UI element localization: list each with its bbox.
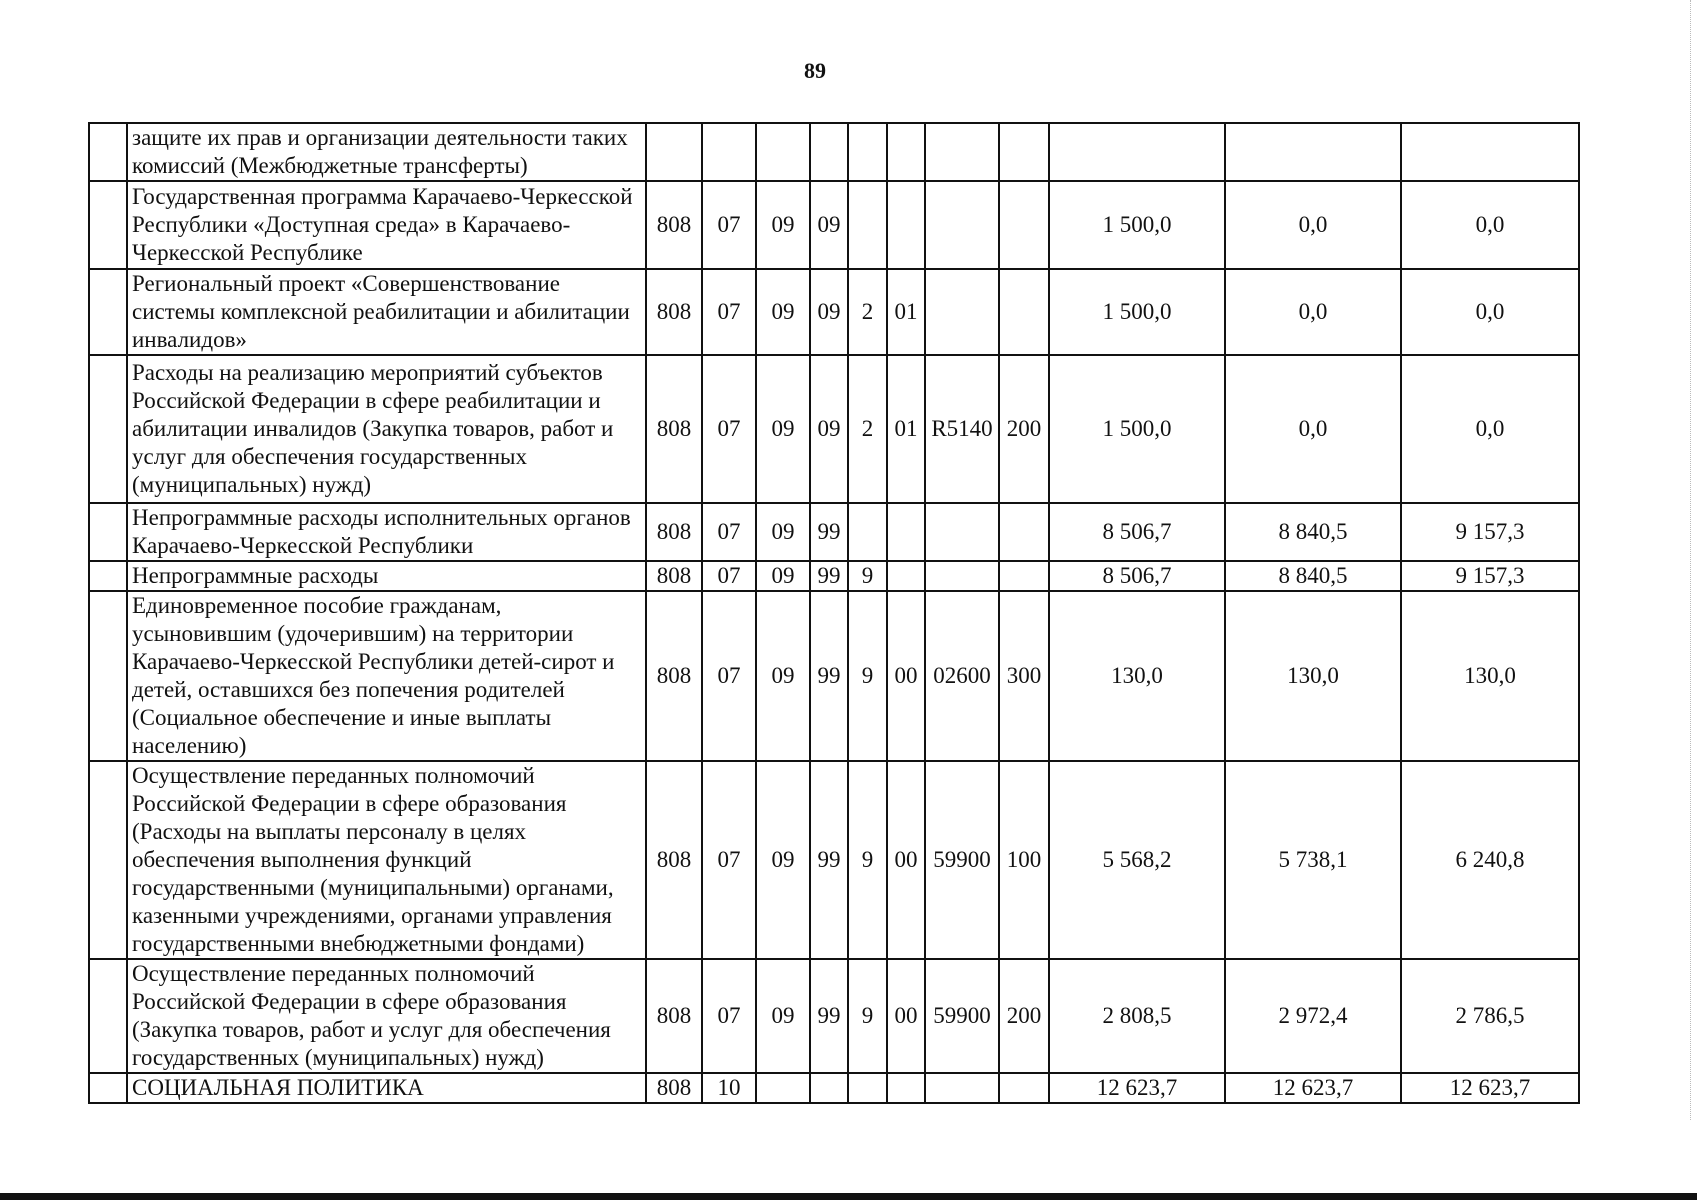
code-subsection-cell xyxy=(756,1073,810,1103)
amount-year2-cell: 5 738,1 xyxy=(1225,761,1401,959)
code-expense-type-cell: 200 xyxy=(999,959,1049,1073)
code-direction-cell: R5140 xyxy=(925,355,999,503)
code-subsection-cell: 09 xyxy=(756,503,810,561)
code-direction-cell xyxy=(925,269,999,355)
description-cell: Единовременное пособие гражданам, усыновившим (удочерившим) на территории Карачаево-Черкесской Республики детей-сирот и детей, оставшихся без попечения родителей (Социальное обеспечение и иные выплаты населению) xyxy=(127,591,646,761)
amount-year1-cell: 1 500,0 xyxy=(1049,181,1225,269)
amount-year1-cell: 1 500,0 xyxy=(1049,355,1225,503)
code-expense-type-cell xyxy=(999,1073,1049,1103)
code-subprogram-cell: 9 xyxy=(848,561,887,591)
amount-year2-cell: 12 623,7 xyxy=(1225,1073,1401,1103)
code-direction-cell xyxy=(925,123,999,181)
code-section-cell: 07 xyxy=(702,355,756,503)
description-cell: Осуществление переданных полномочий Российской Федерации в сфере образования (Расходы на выплаты персоналу в целях обеспечения выполнения функций государственными (муниципальными) органами, казенными учреждениями, органами управления государственными внебюджетными фондами) xyxy=(127,761,646,959)
amount-year3-cell: 130,0 xyxy=(1401,591,1579,761)
amount-year2-cell: 0,0 xyxy=(1225,269,1401,355)
code-ved-cell xyxy=(646,123,702,181)
code-subsection-cell: 09 xyxy=(756,761,810,959)
description-cell: СОЦИАЛЬНАЯ ПОЛИТИКА xyxy=(127,1073,646,1103)
amount-year1-cell: 2 808,5 xyxy=(1049,959,1225,1073)
code-ved-cell: 808 xyxy=(646,959,702,1073)
code-event-cell: 00 xyxy=(887,959,925,1073)
row-number-cell xyxy=(89,355,127,503)
amount-year3-cell: 2 786,5 xyxy=(1401,959,1579,1073)
amount-year2-cell: 8 840,5 xyxy=(1225,503,1401,561)
code-expense-type-cell: 200 xyxy=(999,355,1049,503)
amount-year2-cell xyxy=(1225,123,1401,181)
code-expense-type-cell: 300 xyxy=(999,591,1049,761)
code-section-cell: 10 xyxy=(702,1073,756,1103)
table-row xyxy=(89,761,1579,959)
code-expense-type-cell: 100 xyxy=(999,761,1049,959)
code-event-cell xyxy=(887,181,925,269)
code-subprogram-cell xyxy=(848,503,887,561)
code-ved-cell: 808 xyxy=(646,761,702,959)
code-expense-type-cell xyxy=(999,123,1049,181)
code-subprogram-cell: 9 xyxy=(848,591,887,761)
code-ved-cell: 808 xyxy=(646,355,702,503)
code-section-cell: 07 xyxy=(702,269,756,355)
amount-year3-cell xyxy=(1401,123,1579,181)
code-program-cell xyxy=(810,1073,848,1103)
table-row xyxy=(89,959,1579,1073)
code-subsection-cell: 09 xyxy=(756,355,810,503)
row-number-cell xyxy=(89,591,127,761)
table-row xyxy=(89,1073,1579,1103)
code-program-cell: 99 xyxy=(810,503,848,561)
table-row xyxy=(89,123,1579,181)
code-section-cell: 07 xyxy=(702,561,756,591)
code-ved-cell: 808 xyxy=(646,269,702,355)
code-ved-cell: 808 xyxy=(646,503,702,561)
code-subprogram-cell: 9 xyxy=(848,959,887,1073)
code-section-cell: 07 xyxy=(702,591,756,761)
table-row xyxy=(89,561,1579,591)
description-cell: защите их прав и организации деятельности таких комиссий (Межбюджетные трансферты) xyxy=(127,123,646,181)
amount-year1-cell: 12 623,7 xyxy=(1049,1073,1225,1103)
scan-bottom-border xyxy=(0,1193,1697,1200)
table-row xyxy=(89,181,1579,269)
code-event-cell xyxy=(887,503,925,561)
code-subsection-cell: 09 xyxy=(756,959,810,1073)
code-section-cell: 07 xyxy=(702,503,756,561)
description-cell: Расходы на реализацию мероприятий субъектов Российской Федерации в сфере реабилитации и абилитации инвалидов (Закупка товаров, работ и услуг для обеспечения государственных (муниципальных) нужд) xyxy=(127,355,646,503)
table-row xyxy=(89,591,1579,761)
code-event-cell: 01 xyxy=(887,269,925,355)
code-event-cell: 00 xyxy=(887,761,925,959)
code-subprogram-cell: 9 xyxy=(848,761,887,959)
scan-edge-line xyxy=(1690,0,1691,1120)
code-direction-cell: 59900 xyxy=(925,959,999,1073)
code-subprogram-cell xyxy=(848,181,887,269)
code-program-cell xyxy=(810,123,848,181)
code-subsection-cell xyxy=(756,123,810,181)
code-ved-cell: 808 xyxy=(646,181,702,269)
code-subsection-cell: 09 xyxy=(756,181,810,269)
code-event-cell xyxy=(887,123,925,181)
code-event-cell: 00 xyxy=(887,591,925,761)
amount-year3-cell: 12 623,7 xyxy=(1401,1073,1579,1103)
code-direction-cell: 59900 xyxy=(925,761,999,959)
row-number-cell xyxy=(89,503,127,561)
amount-year3-cell: 9 157,3 xyxy=(1401,561,1579,591)
page-number: 89 xyxy=(804,58,826,83)
table-row xyxy=(89,269,1579,355)
row-number-cell xyxy=(89,269,127,355)
row-number-cell xyxy=(89,123,127,181)
amount-year1-cell: 5 568,2 xyxy=(1049,761,1225,959)
amount-year1-cell xyxy=(1049,123,1225,181)
code-expense-type-cell xyxy=(999,561,1049,591)
code-subprogram-cell: 2 xyxy=(848,269,887,355)
code-subprogram-cell xyxy=(848,123,887,181)
code-direction-cell xyxy=(925,1073,999,1103)
amount-year2-cell: 0,0 xyxy=(1225,181,1401,269)
code-subsection-cell: 09 xyxy=(756,591,810,761)
amount-year3-cell: 0,0 xyxy=(1401,269,1579,355)
code-program-cell: 99 xyxy=(810,959,848,1073)
amount-year2-cell: 0,0 xyxy=(1225,355,1401,503)
description-cell: Непрограммные расходы исполнительных органов Карачаево-Черкесской Республики xyxy=(127,503,646,561)
code-direction-cell: 02600 xyxy=(925,591,999,761)
row-number-cell xyxy=(89,181,127,269)
code-program-cell: 99 xyxy=(810,761,848,959)
code-event-cell xyxy=(887,561,925,591)
table-row xyxy=(89,503,1579,561)
row-number-cell xyxy=(89,561,127,591)
code-expense-type-cell xyxy=(999,181,1049,269)
amount-year2-cell: 2 972,4 xyxy=(1225,959,1401,1073)
code-program-cell: 99 xyxy=(810,561,848,591)
code-expense-type-cell xyxy=(999,269,1049,355)
amount-year3-cell: 9 157,3 xyxy=(1401,503,1579,561)
code-subprogram-cell xyxy=(848,1073,887,1103)
code-section-cell: 07 xyxy=(702,181,756,269)
description-cell: Осуществление переданных полномочий Российской Федерации в сфере образования (Закупка товаров, работ и услуг для обеспечения государственных (муниципальных) нужд) xyxy=(127,959,646,1073)
row-number-cell xyxy=(89,761,127,959)
amount-year1-cell: 8 506,7 xyxy=(1049,503,1225,561)
amount-year3-cell: 0,0 xyxy=(1401,355,1579,503)
table-row xyxy=(89,355,1579,503)
description-cell: Непрограммные расходы xyxy=(127,561,646,591)
table-body xyxy=(89,123,1579,1103)
description-cell: Государственная программа Карачаево-Черкесской Республики «Доступная среда» в Карачаево-Черкесской Республике xyxy=(127,181,646,269)
code-event-cell: 01 xyxy=(887,355,925,503)
code-program-cell: 09 xyxy=(810,269,848,355)
code-direction-cell xyxy=(925,561,999,591)
code-ved-cell: 808 xyxy=(646,561,702,591)
code-direction-cell xyxy=(925,503,999,561)
amount-year1-cell: 130,0 xyxy=(1049,591,1225,761)
amount-year3-cell: 0,0 xyxy=(1401,181,1579,269)
code-expense-type-cell xyxy=(999,503,1049,561)
amount-year1-cell: 8 506,7 xyxy=(1049,561,1225,591)
code-direction-cell xyxy=(925,181,999,269)
amount-year3-cell: 6 240,8 xyxy=(1401,761,1579,959)
row-number-cell xyxy=(89,1073,127,1103)
code-event-cell xyxy=(887,1073,925,1103)
code-subsection-cell: 09 xyxy=(756,561,810,591)
budget-table xyxy=(88,122,1580,1104)
code-section-cell xyxy=(702,123,756,181)
row-number-cell xyxy=(89,959,127,1073)
amount-year2-cell: 8 840,5 xyxy=(1225,561,1401,591)
code-subsection-cell: 09 xyxy=(756,269,810,355)
amount-year2-cell: 130,0 xyxy=(1225,591,1401,761)
description-cell: Региональный проект «Совершенствование системы комплексной реабилитации и абилитации инвалидов» xyxy=(127,269,646,355)
code-program-cell: 09 xyxy=(810,181,848,269)
code-program-cell: 09 xyxy=(810,355,848,503)
code-ved-cell: 808 xyxy=(646,1073,702,1103)
code-subprogram-cell: 2 xyxy=(848,355,887,503)
code-section-cell: 07 xyxy=(702,761,756,959)
code-program-cell: 99 xyxy=(810,591,848,761)
code-section-cell: 07 xyxy=(702,959,756,1073)
amount-year1-cell: 1 500,0 xyxy=(1049,269,1225,355)
code-ved-cell: 808 xyxy=(646,591,702,761)
